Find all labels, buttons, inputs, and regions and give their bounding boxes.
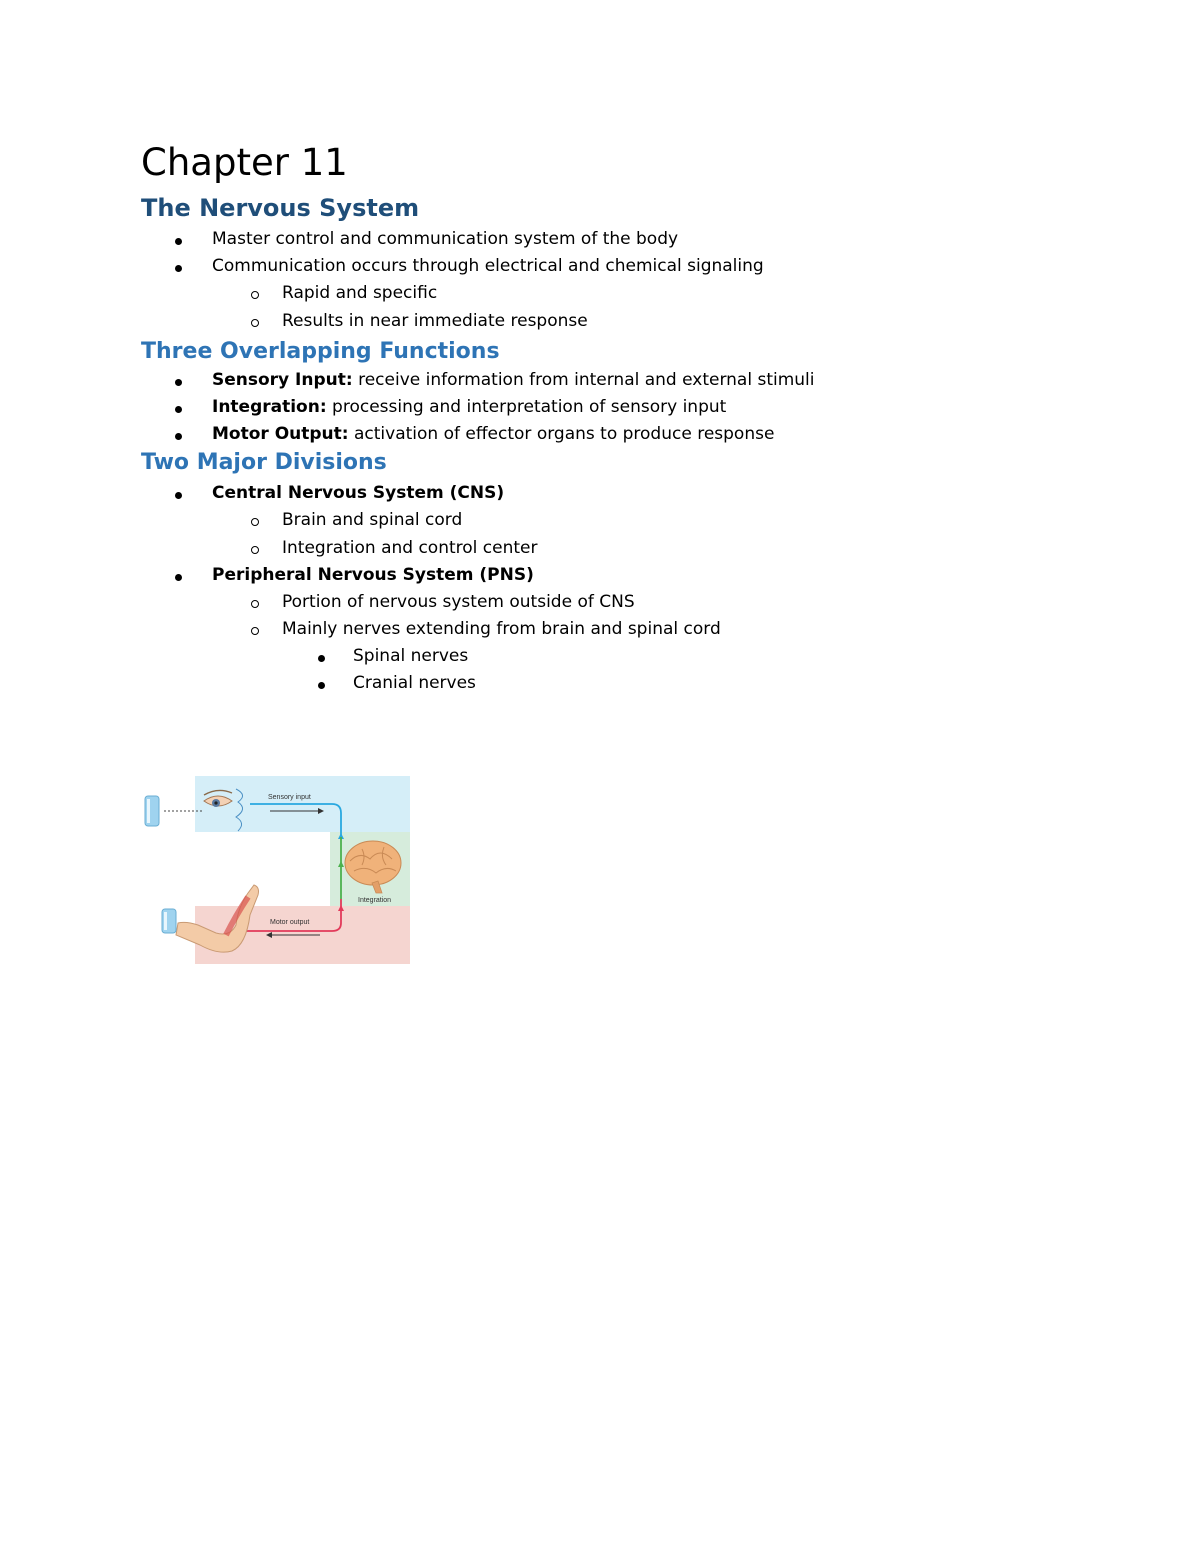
bullet-icon [318,673,325,695]
definition: activation of effector organs to produce response [348,424,775,444]
term: Motor Output: [212,424,349,444]
list-item: Peripheral Nervous System (PNS) [212,565,534,585]
bullet-icon [175,565,182,587]
circle-bullet-icon [251,311,259,333]
nervous-system-figure [140,775,412,967]
bullet-icon [175,424,182,446]
circle-bullet-icon [251,619,259,641]
bullet-icon [175,397,182,419]
glass-in-hand-icon [162,909,176,933]
bullet-icon [318,646,325,668]
bullet-icon [175,229,182,251]
sub-list-item: Mainly nerves extending from brain and spinal cord [282,619,721,639]
section-heading-nervous-system: The Nervous System [141,194,420,222]
term: Integration: [212,397,327,417]
bullet-icon [175,256,182,278]
list-item [212,369,815,391]
circle-bullet-icon [251,592,259,614]
list-item: Communication occurs through electrical and chemical signaling [212,256,764,276]
chapter-title: Chapter 11 [141,141,348,184]
section-heading-divisions: Two Major Divisions [141,450,387,475]
circle-bullet-icon [251,283,259,305]
bullet-icon [175,370,182,392]
term: Sensory Input: [212,370,353,390]
sub-list-item: Integration and control center [282,538,538,558]
sub-list-item: Results in near immediate response [282,311,588,331]
integration-label: Integration [358,897,392,904]
circle-bullet-icon [251,538,259,560]
list-item [212,396,726,418]
sub-list-item: Rapid and specific [282,283,438,303]
list-item: Master control and communication system of the body [212,229,679,249]
bullet-icon [175,483,182,505]
definition: processing and interpretation of sensory input [326,397,727,417]
motor-output-label: Motor output [270,919,310,926]
sub-list-item: Portion of nervous system outside of CNS [282,592,635,612]
glass-icon [145,796,159,826]
circle-bullet-icon [251,510,259,532]
sub-sub-list-item: Spinal nerves [353,646,469,666]
sensory-input-label: Sensory input [268,794,311,801]
list-item: Central Nervous System (CNS) [212,483,505,503]
sub-sub-list-item: Cranial nerves [353,673,476,693]
definition: receive information from internal and external stimuli [352,370,815,390]
section-heading-functions: Three Overlapping Functions [141,339,500,364]
list-item [212,423,774,445]
sub-list-item: Brain and spinal cord [282,510,463,530]
